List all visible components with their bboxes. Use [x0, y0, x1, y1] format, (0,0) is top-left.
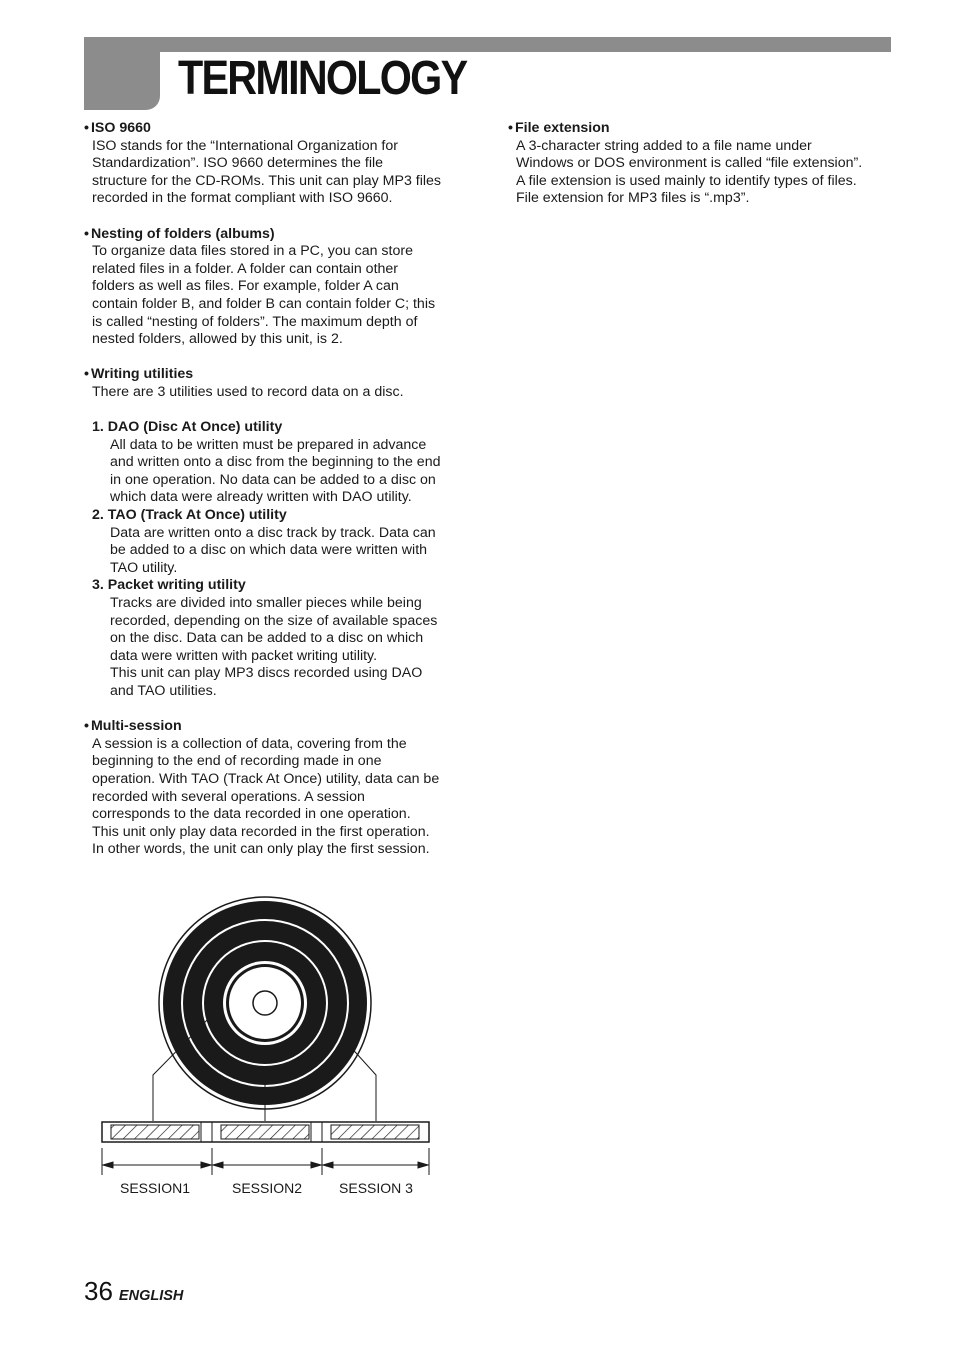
- section-file-extension: [508, 120, 898, 208]
- body-line: in one operation. No data can be added to a disc on: [110, 471, 436, 488]
- section-body: [84, 243, 474, 349]
- page-language: ENGLISH: [118, 1288, 184, 1304]
- body-line: A session is a collection of data, covering from the: [92, 735, 407, 752]
- utility-body: [92, 525, 474, 578]
- body-line: ISO stands for the “International Organization for: [92, 137, 398, 154]
- heading-text: Writing utilities: [90, 366, 194, 383]
- body-line: beginning to the end of recording made in one: [92, 753, 382, 770]
- body-line: This unit can play MP3 discs recorded using DAO: [110, 665, 423, 682]
- bullet-icon: •: [508, 120, 513, 136]
- body-line: be added to a disc on which data were written with: [110, 542, 428, 559]
- body-line: corresponds to the data recorded in one operation.: [92, 806, 411, 823]
- body-line: A 3-character string added to a file name under: [516, 137, 812, 154]
- body-line: related files in a folder. A folder can contain other: [92, 260, 399, 277]
- body-line: structure for the CD-ROMs. This unit can play MP3 files: [92, 172, 442, 189]
- section-heading: [508, 120, 898, 138]
- body-line: File extension for MP3 files is “.mp3”.: [516, 190, 750, 207]
- body-line: and TAO utilities.: [110, 683, 217, 699]
- section-body: [84, 138, 474, 208]
- left-column: [84, 120, 474, 877]
- body-line: data were written with packet writing utility.: [110, 647, 378, 664]
- body-line: Standardization”. ISO 9660 determines the file: [92, 155, 384, 172]
- utility-body: [92, 437, 474, 507]
- body-line: nested folders, allowed by this unit, is 2.: [92, 331, 343, 348]
- heading-text: Multi-session: [90, 718, 182, 735]
- body-line: All data to be written must be prepared in advance: [110, 436, 427, 453]
- body-line: There are 3 utilities used to record data on a disc.: [92, 383, 404, 400]
- body-line: Data are written onto a disc track by track. Data can: [110, 524, 436, 541]
- body-line: recorded in the format compliant with ISO 9660.: [92, 190, 393, 207]
- body-line: folders as well as files. For example, folder A can: [92, 278, 399, 295]
- dimension-lines: [102, 1148, 429, 1175]
- header-tab: [84, 37, 160, 110]
- body-line: recorded, depending on the size of available spaces: [110, 612, 438, 629]
- body-line: on the disc. Data can be added to a disc on which: [110, 630, 424, 647]
- body-line: TAO utility.: [110, 559, 178, 576]
- section-body: [84, 736, 474, 859]
- body-line: which data were already written with DAO utility.: [110, 489, 412, 506]
- bullet-icon: •: [84, 718, 89, 735]
- utility-heading: 1. DAO (Disc At Once) utility: [92, 419, 283, 436]
- section-body: [84, 384, 474, 402]
- utility-item-dao: [92, 419, 474, 507]
- utility-item-tao: [92, 507, 474, 577]
- section-iso-9660: [84, 120, 474, 208]
- section-nesting-of-folders: [84, 226, 474, 349]
- body-line: recorded with several operations. A session: [92, 788, 365, 805]
- heading-text: File extension: [514, 120, 610, 136]
- utility-body: [92, 595, 474, 701]
- page-number: 36: [84, 1276, 113, 1306]
- page-footer: [84, 1276, 183, 1307]
- body-line: operation. With TAO (Track At Once) utility, data can be: [92, 770, 440, 787]
- section-heading: [84, 366, 474, 384]
- body-line: Tracks are divided into smaller pieces while being: [110, 595, 422, 612]
- heading-text: ISO 9660: [90, 120, 151, 136]
- session-bar: [102, 1122, 429, 1142]
- section-writing-utilities: [84, 366, 474, 700]
- page-title: TERMINOLOGY: [178, 52, 467, 105]
- section-heading: [84, 226, 474, 244]
- bullet-icon: •: [84, 225, 89, 242]
- bullet-icon: •: [84, 366, 89, 383]
- session-label-2: SESSION2: [231, 1180, 303, 1196]
- section-body: [508, 138, 898, 208]
- body-line: This unit only play data recorded in the first operation.: [92, 823, 430, 840]
- utility-item-packet: [92, 577, 474, 700]
- section-heading: [84, 120, 474, 138]
- body-line: Windows or DOS environment is called “file extension”.: [516, 155, 863, 172]
- utility-list: [84, 419, 474, 701]
- right-column: [508, 120, 898, 226]
- body-line: In other words, the unit can only play the first session.: [92, 841, 430, 858]
- body-line: and written onto a disc from the beginning to the end: [110, 454, 441, 471]
- body-line: contain folder B, and folder B can contain folder C; this: [92, 295, 436, 312]
- body-line: A file extension is used mainly to identify types of files.: [516, 172, 857, 189]
- section-heading: [84, 718, 474, 736]
- utility-heading: 2. TAO (Track At Once) utility: [92, 507, 287, 524]
- section-multi-session: [84, 718, 474, 859]
- session-label-1: SESSION1: [119, 1180, 191, 1196]
- heading-text: Nesting of folders (albums): [90, 225, 275, 242]
- bullet-icon: •: [84, 120, 89, 136]
- session-label-3: SESSION 3: [339, 1180, 413, 1196]
- body-line: is called “nesting of folders”. The maximum depth of: [92, 313, 418, 330]
- multi-session-diagram: [95, 895, 440, 1205]
- header-bar: [84, 37, 891, 52]
- utility-heading: 3. Packet writing utility: [92, 577, 246, 594]
- body-line: To organize data files stored in a PC, you can store: [92, 243, 413, 260]
